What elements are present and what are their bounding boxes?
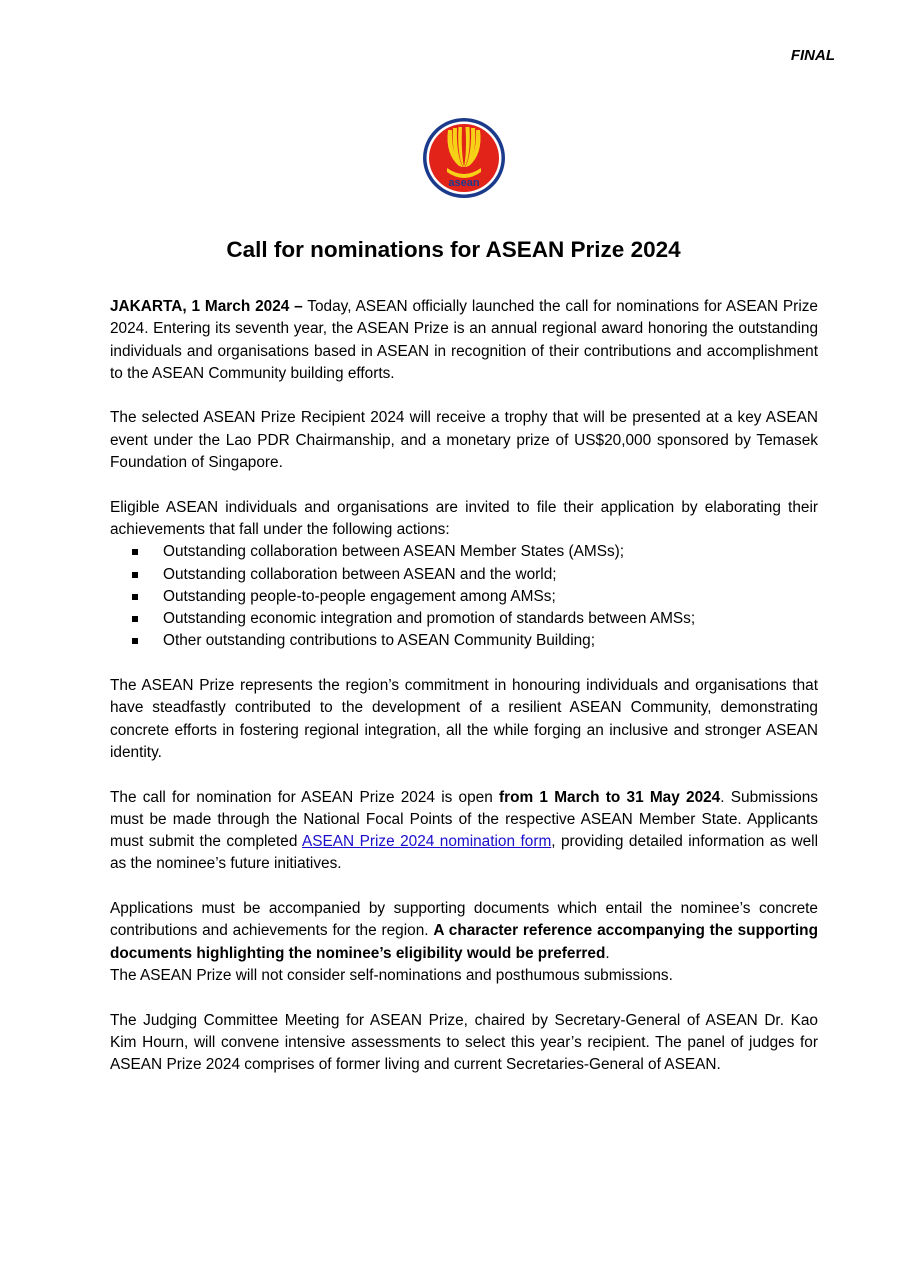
page-title: Call for nominations for ASEAN Prize 2024 <box>226 237 681 262</box>
logo-text: asean <box>448 177 480 189</box>
dateline: JAKARTA, 1 March 2024 – <box>110 298 303 315</box>
list-item: Outstanding people-to-people engagement among AMSs; <box>110 586 818 608</box>
actions-list <box>110 541 818 652</box>
bullet-icon <box>132 549 138 555</box>
paragraph-judging: The Judging Committee Meeting for ASEAN Prize, chaired by Secretary-General of ASEAN Dr. Kao Kim Hourn, will convene intensive assessments to select this year’s recipient. The panel of judges for ASEAN Prize 2024 comprises of former living and current Secretaries-General of ASEAN. <box>110 1011 818 1074</box>
paragraph-call: The call for nomination for ASEAN Prize 2024 is open from 1 March to 31 May 2024. Submissions must be made through the National Focal Points of the respective ASEAN Member State. Applicants must submit the completed ASEAN Prize 2024 nomination form, providing detailed information as well as the nominee’s future initiatives. <box>110 788 818 873</box>
bullet-icon <box>132 594 138 600</box>
paragraph-intro: JAKARTA, 1 March 2024 – Today, ASEAN officially launched the call for nominations for ASEAN Prize 2024. Entering its seventh year, the ASEAN Prize is an annual regional award honoring the outstanding individuals and organisations based in ASEAN in recognition of their contributions and accomplishment to the ASEAN Community building efforts. <box>110 298 818 382</box>
paragraph-recipient: The selected ASEAN Prize Recipient 2024 will receive a trophy that will be presented at a key ASEAN event under the Lao PDR Chairmanship, and a monetary prize of US$20,000 sponsored by Temasek Foundation of Singapore. <box>110 409 818 472</box>
nomination-form-link[interactable]: ASEAN Prize 2024 nomination form <box>301 833 552 851</box>
bullet-icon <box>132 616 138 622</box>
paragraph-applications: Applications must be accompanied by supporting documents which entail the nominee’s concrete contributions and achievements for the region. A character reference accompanying the supporting documents highlighting the nominee’s eligibility would be preferred. The ASEAN Prize will not consider self-nominations and posthumous submissions. <box>110 900 818 984</box>
list-item: Outstanding collaboration between ASEAN and the world; <box>110 564 818 586</box>
list-item: Other outstanding contributions to ASEAN Community Building; <box>110 630 818 652</box>
list-item: Outstanding economic integration and promotion of standards between AMSs; <box>110 608 818 630</box>
character-reference-note: A character reference accompanying the supporting documents highlighting the nominee’s eligibility would be preferred <box>110 922 818 962</box>
final-label: FINAL <box>790 47 835 64</box>
nomination-period: from 1 March to 31 May 2024 <box>499 788 721 806</box>
document-body <box>110 296 818 1099</box>
list-item: Outstanding collaboration between ASEAN Member States (AMSs); <box>110 541 818 563</box>
paragraph-commitment: The ASEAN Prize represents the region’s commitment in honouring individuals and organisations that have steadfastly contributed to the development of a resilient ASEAN Community, demonstrating concrete efforts in fostering regional integration, all the while forging an inclusive and stronger ASEAN identity. <box>110 677 818 761</box>
bullet-icon <box>132 572 138 578</box>
paragraph-eligibility: Eligible ASEAN individuals and organisations are invited to file their application by elaborating their achievements that fall under the following actions: <box>110 498 818 538</box>
asean-emblem-icon <box>421 116 507 200</box>
bullet-icon <box>132 638 138 644</box>
